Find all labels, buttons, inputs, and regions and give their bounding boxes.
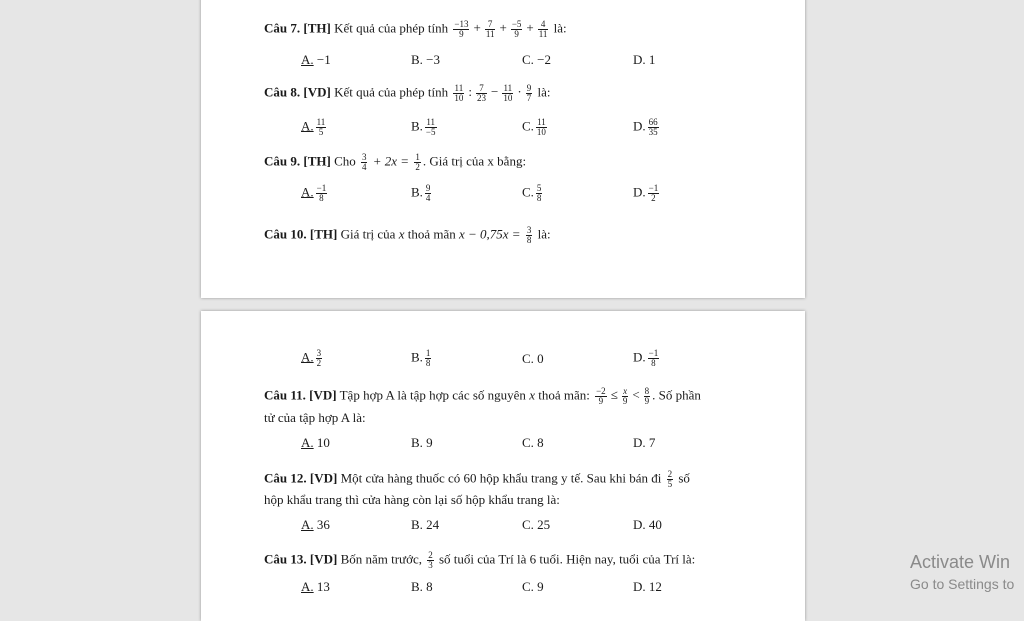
question-label: Câu 12. [VD] [264, 470, 338, 486]
fraction: $\frac{-5}{9}$ [511, 19, 522, 39]
option-b: B. 24 [411, 517, 440, 532]
option-c: C. −2 [522, 52, 552, 67]
option-b: B. $\frac{11}{-5}$ [411, 117, 436, 137]
question-text: Bốn năm trước, [340, 551, 422, 567]
option-c: C. $\frac{5}{8}$ [522, 183, 542, 203]
fraction: $\frac{11}{10}$ [503, 83, 513, 103]
question-label: Câu 8. [VD] [264, 84, 331, 100]
question-text: Một cửa hàng thuốc có 60 hộp khẩu trang y tế. Sau khi bán đi [340, 470, 662, 486]
option-a: A. 13 [301, 579, 330, 594]
option-d: D. $\frac{-1}{2}$ [633, 183, 659, 203]
fraction: $\frac{8}{9}$ [644, 386, 650, 406]
question-8: Câu 8. [VD] Kết quả của phép tính $\frac{11}{10}$ : $\frac{7}{23}$ − $\frac{11}{10}$ · $\frac{9}{7}$ là: [264, 83, 551, 103]
question-7: Câu 7. [TH] Kết quả của phép tính $\frac{-13}{9}$ + $\frac{7}{11}$ + $\frac{-5}{9}$ + $\frac{4}{11}$ là: [264, 19, 567, 39]
option-b: B. $\frac{9}{4}$ [411, 183, 431, 203]
fraction: $\frac{11}{10}$ [454, 83, 464, 103]
question-text: Kết quả của phép tính [334, 84, 449, 100]
document-page-2 [201, 311, 805, 621]
question-12: Câu 12. [VD] Một cửa hàng thuốc có 60 hộp khẩu trang y tế. Sau khi bán đi $\frac{2}{5}$ số [264, 469, 690, 489]
question-label: Câu 7. [TH] [264, 20, 331, 36]
question-11: Câu 11. [VD] Tập hợp A là tập hợp các số nguyên x thoả mãn: $\frac{-2}{9}$ ≤ $\frac{x}{9}$ < $\frac{8}{9}$ . Số phần [264, 386, 701, 406]
fraction: $\frac{-2}{9}$ [596, 386, 606, 406]
question-11-line-2: tử của tập hợp A là: [264, 410, 366, 425]
question-text: Tập hợp A là tập hợp các số nguyên [339, 387, 526, 403]
option-c: C. 25 [522, 517, 551, 532]
question-label: Câu 9. [TH] [264, 153, 331, 169]
question-9: Câu 9. [TH] Cho $\frac{3}{4}$ + 2x = $\frac{1}{2}$ . Giá trị của x bằng: [264, 152, 527, 172]
option-b: B. −3 [411, 52, 441, 67]
option-d: D. 12 [633, 579, 662, 594]
fraction: $\frac{3}{4}$ [361, 152, 367, 172]
fraction: $\frac{4}{11}$ [538, 19, 548, 39]
option-a: A. $\frac{3}{2}$ [301, 348, 322, 368]
fraction: $\frac{2}{3}$ [428, 550, 433, 570]
question-text: Kết quả của phép tính [334, 20, 449, 36]
question-label: Câu 13. [VD] [264, 551, 338, 567]
question-10: Câu 10. [TH] Giá trị của x thoả mãn x − 0,75x = $\frac{3}{8}$ là: [264, 225, 551, 245]
fraction: $\frac{2}{5}$ [667, 469, 673, 489]
option-d: D. 40 [633, 517, 662, 532]
fraction: $\frac{1}{2}$ [415, 152, 420, 172]
fraction: $\frac{7}{11}$ [485, 19, 495, 39]
document-page-1 [201, 0, 805, 298]
question-text: Cho [334, 153, 356, 169]
option-b: B. 8 [411, 579, 433, 594]
question-13: Câu 13. [VD] Bốn năm trước, $\frac{2}{3}$ số tuổi của Trí là 6 tuổi. Hiện nay, tuổi của Trí là: [264, 550, 696, 570]
question-label: Câu 10. [TH] [264, 226, 338, 242]
option-b: B. $\frac{1}{8}$ [411, 348, 431, 368]
activation-watermark-subtitle: Go to Settings to [910, 576, 1015, 592]
option-c: C. $\frac{11}{10}$ [522, 117, 546, 137]
option-a: A. 36 [301, 517, 330, 532]
fraction: $\frac{-13}{9}$ [454, 19, 469, 39]
option-a: A. $\frac{-1}{8}$ [301, 183, 327, 203]
option-d: D. 1 [633, 52, 656, 67]
question-label: Câu 11. [VD] [264, 387, 337, 403]
option-a: A. $\frac{11}{5}$ [301, 117, 326, 137]
option-a: A. 10 [301, 435, 330, 450]
option-b: B. 9 [411, 435, 433, 450]
fraction: $\frac{x}{9}$ [622, 386, 628, 406]
option-c: C. 9 [522, 579, 544, 594]
fraction: $\frac{3}{8}$ [526, 225, 532, 245]
option-d: D. $\frac{66}{35}$ [633, 117, 658, 137]
question-text: Giá trị của [340, 226, 396, 242]
option-c: C. 0 [522, 351, 544, 366]
activation-watermark-title: Activate Win [910, 552, 1011, 572]
fraction: $\frac{9}{7}$ [526, 83, 532, 103]
option-c: C. 8 [522, 435, 544, 450]
option-a: A. −1 [301, 52, 331, 67]
option-d: D. 7 [633, 435, 656, 450]
question-12-line-2: hộp khẩu trang thì cửa hàng còn lại số hộp khẩu trang là: [264, 492, 560, 507]
fraction: $\frac{7}{23}$ [477, 83, 487, 103]
option-d: D. $\frac{-1}{8}$ [633, 348, 659, 368]
